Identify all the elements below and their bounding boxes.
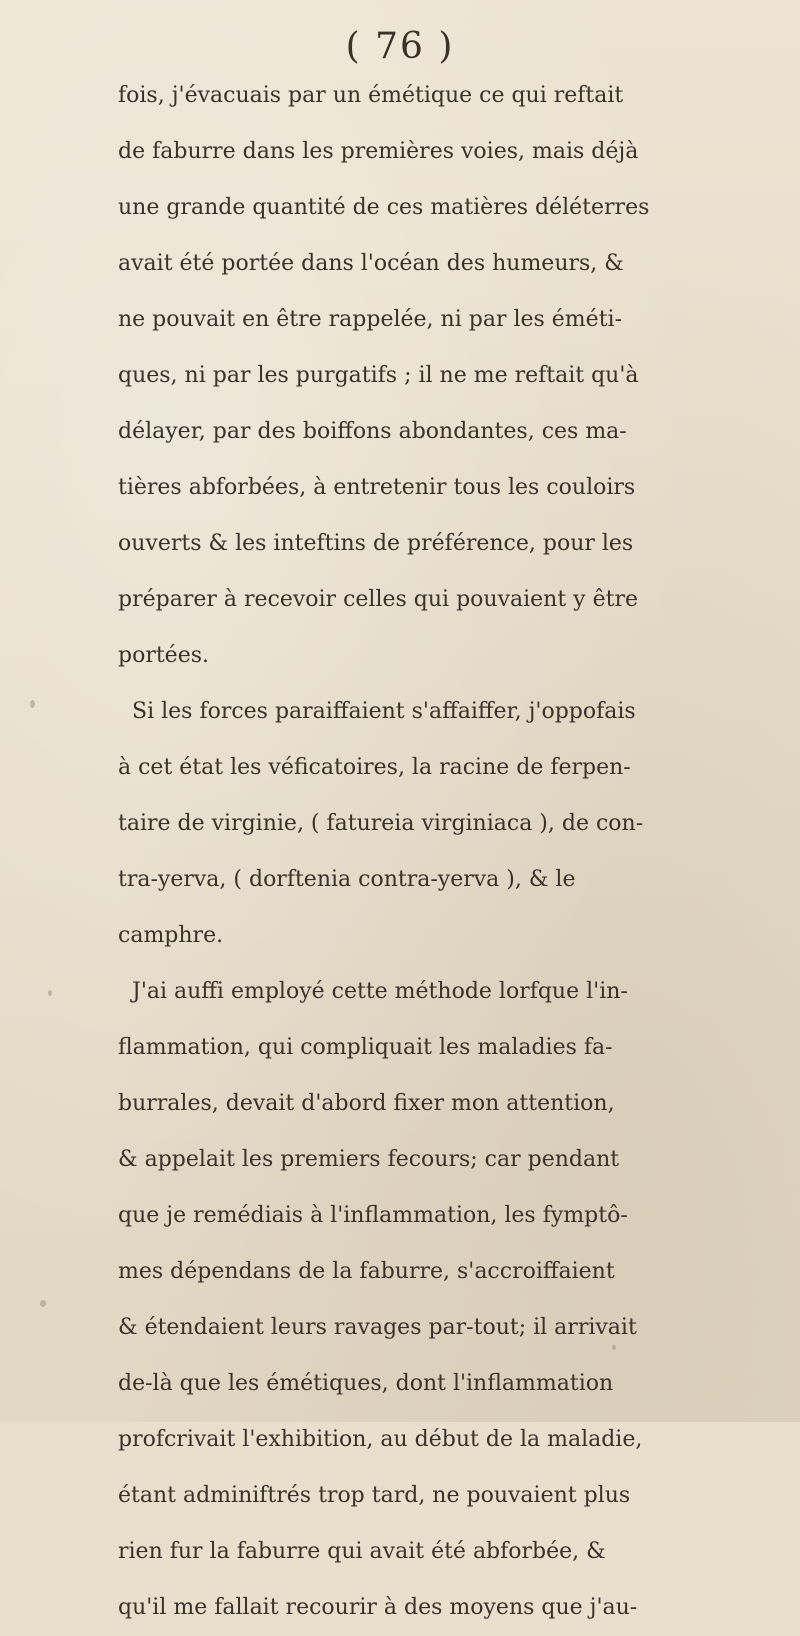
text-line: mes dépendans de la faburre, s'accroiffaient [118, 1259, 615, 1284]
text-line: ne pouvait en être rappelée, ni par les éméti- [118, 307, 623, 332]
text-line: ouverts & les inteftins de préférence, pour les [118, 531, 634, 556]
paper-speck [40, 1300, 46, 1307]
text-line: ques, ni par les purgatifs ; il ne me reftait qu'à [118, 363, 639, 388]
text-line: tières abforbées, à entretenir tous les couloirs [118, 475, 636, 500]
text-line: & appelait les premiers fecours; car pendant [118, 1147, 620, 1172]
text-line: de faburre dans les premières voies, mais déjà [118, 139, 639, 164]
page-number: ( 76 ) [345, 26, 455, 67]
text-line: fois, j'évacuais par un émétique ce qui reftait [118, 83, 624, 108]
text-line: étant adminiftrés trop tard, ne pouvaient plus [118, 1483, 631, 1508]
body-text [118, 68, 798, 1636]
text-line: une grande quantité de ces matières déléterres [118, 195, 650, 220]
text-line: avait été portée dans l'océan des humeurs, & [118, 251, 624, 276]
text-line: profcrivait l'exhibition, au début de la maladie, [118, 1427, 643, 1452]
text-line: préparer à recevoir celles qui pouvaient y être [118, 587, 638, 612]
text-line: & étendaient leurs ravages par-tout; il arrivait [118, 1315, 637, 1340]
text-line: rien fur la faburre qui avait été abforbée, & [118, 1539, 606, 1564]
paper-speck [30, 700, 35, 708]
text-line: de-là que les émétiques, dont l'inflammation [118, 1371, 614, 1396]
text-line: camphre. [118, 923, 224, 948]
text-line: taire de virginie, ( fatureia virginiaca ), de con- [118, 811, 644, 836]
paper-speck [48, 990, 52, 996]
text-line: J'ai auffi employé cette méthode lorfque l'in- [132, 979, 628, 1004]
text-line: Si les forces paraiffaient s'affaiffer, j'oppofais [132, 699, 636, 724]
text-line: tra-yerva, ( dorftenia contra-yerva ), & le [118, 867, 576, 892]
text-line: flammation, qui compliquait les maladies fa- [118, 1035, 613, 1060]
text-line: délayer, par des boiffons abondantes, ces ma- [118, 419, 627, 444]
text-line: portées. [118, 643, 210, 668]
text-line: que je remédiais à l'inflammation, les fymptô- [118, 1203, 628, 1228]
text-line: burrales, devait d'abord fixer mon attention, [118, 1091, 615, 1116]
text-line: à cet état les véficatoires, la racine de ferpen- [118, 755, 631, 780]
text-line: qu'il me fallait recourir à des moyens que j'au- [118, 1595, 638, 1620]
